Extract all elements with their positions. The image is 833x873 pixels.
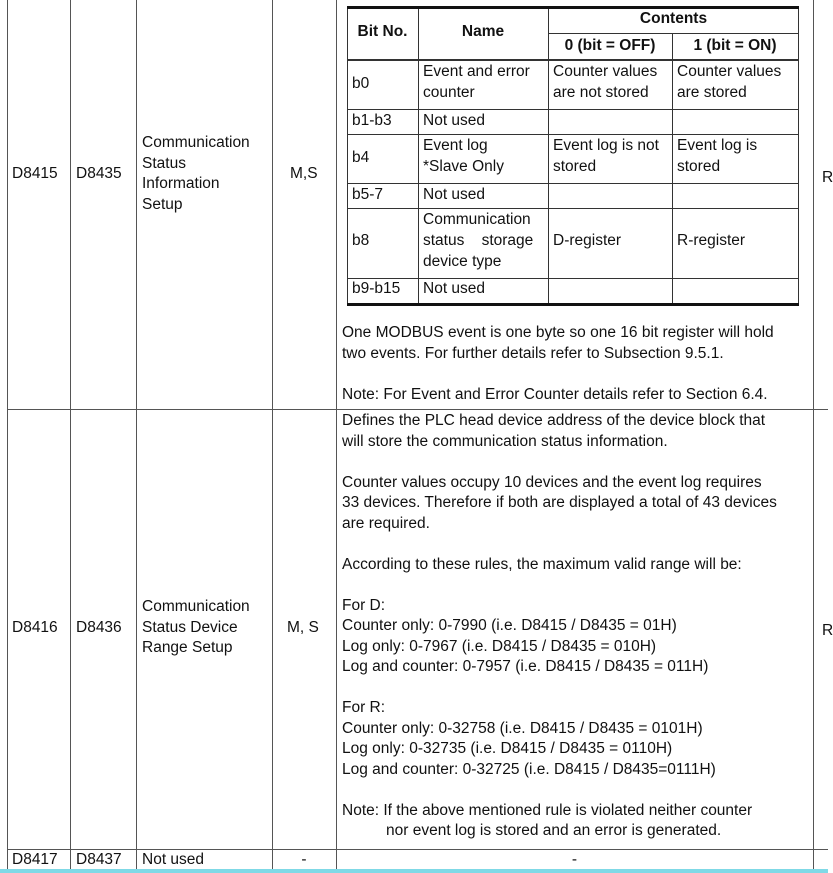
- desc-line: Counter values occupy 10 devices and the event log requires: [342, 473, 762, 491]
- row1-name-line: Setup: [142, 195, 183, 213]
- bit-table-off: D-register: [553, 232, 622, 249]
- grid-line: [136, 0, 137, 869]
- desc-line: [342, 534, 777, 555]
- row1-device-1: D8415: [12, 165, 58, 182]
- bit-table: [347, 6, 799, 306]
- bit-table-on: are stored: [677, 84, 747, 101]
- bit-table-name: device type: [423, 253, 502, 270]
- row2-name: [142, 597, 250, 659]
- note-line: [342, 364, 774, 385]
- row3-description: -: [571, 851, 578, 868]
- bit-table-name: counter: [423, 84, 475, 101]
- bit-table-name: *Slave Only: [423, 158, 504, 175]
- row3-name: Not used: [142, 851, 205, 868]
- bit-table-on: stored: [677, 158, 721, 175]
- row2-device-1: D8416: [12, 619, 58, 636]
- bit-table-on: Event log is: [677, 137, 758, 154]
- desc-line: 33 devices. Therefore if both are displayed a total of 43 devices: [342, 494, 777, 511]
- row1-name-line: Communication: [142, 134, 250, 151]
- desc-line: [342, 678, 777, 699]
- desc-line: Log and counter: 0-7957 (i.e. D8415 / D8435 = 011H): [342, 658, 709, 675]
- row2-device-2: D8436: [76, 619, 122, 636]
- bit-table-bit: b0: [352, 75, 370, 92]
- row2-name-line: Communication: [142, 598, 250, 615]
- row1-name: [142, 133, 250, 215]
- row1-attribute: M,S: [290, 165, 318, 182]
- bit-table-bit: b1-b3: [352, 112, 392, 129]
- bit-table-name: Not used: [423, 280, 486, 297]
- desc-line: Defines the PLC head device address of the device block that: [342, 412, 766, 429]
- desc-line: For D:: [342, 596, 386, 614]
- note-line: Note: For Event and Error Counter details refer to Section 6.4.: [342, 385, 768, 403]
- bit-table-off: Event log is not: [553, 137, 659, 154]
- desc-line: Log only: 0-32735 (i.e. D8415 / D8435 = 0110H): [342, 740, 673, 757]
- bit-table-bit: b8: [352, 232, 370, 249]
- row1-right-mark: R: [822, 169, 833, 186]
- row2-right-mark: R: [822, 622, 833, 639]
- desc-line: Note: If the above mentioned rule is violated neither counter: [342, 801, 753, 819]
- grid-line: [813, 0, 814, 869]
- bit-table-off: are not stored: [553, 84, 649, 101]
- grid-line: [336, 0, 337, 869]
- desc-line: According to these rules, the maximum valid range will be:: [342, 555, 742, 573]
- bit-table-header-name: Name: [461, 23, 505, 40]
- bit-table-header-on: 1 (bit = ON): [693, 37, 777, 54]
- bit-table-off: Counter values: [553, 63, 658, 80]
- grid-line: [272, 0, 273, 869]
- bit-table-name: Not used: [423, 186, 486, 203]
- bit-table-name: status storage: [423, 232, 534, 249]
- row2-name-line: Status Device: [142, 618, 238, 636]
- row3-attribute: -: [301, 851, 307, 868]
- desc-line: For R:: [342, 699, 386, 716]
- desc-line: [342, 780, 777, 801]
- grid-line: [7, 409, 828, 410]
- note-line: two events. For further details refer to Subsection 9.5.1.: [342, 344, 724, 362]
- bit-table-on: Counter values: [677, 63, 782, 80]
- row1-name-line: Information: [142, 175, 220, 192]
- row1-device-2: D8435: [76, 165, 122, 182]
- desc-line: nor event log is stored and an error is generated.: [386, 822, 722, 839]
- bit-table-header-bit-no: Bit No.: [357, 23, 408, 40]
- bit-table-bit: b5-7: [352, 186, 384, 203]
- page-bottom-border: [0, 869, 828, 873]
- desc-line: Log only: 0-7967 (i.e. D8415 / D8435 = 010H): [342, 637, 657, 655]
- bit-table-name: Communication: [423, 211, 531, 228]
- grid-line: [70, 0, 71, 869]
- desc-line: Log and counter: 0-32725 (i.e. D8415 / D8435=0111H): [342, 760, 716, 778]
- desc-line: are required.: [342, 514, 430, 532]
- bit-table-header-off: 0 (bit = OFF): [564, 37, 656, 54]
- bit-table-bit: b4: [352, 149, 370, 166]
- bit-table-on: R-register: [677, 232, 746, 249]
- row3-device-2: D8437: [76, 851, 122, 868]
- row1-name-line: Status: [142, 154, 186, 172]
- row2-description: [342, 411, 777, 842]
- bit-table-bit: b9-b15: [352, 280, 401, 297]
- bit-table-name: Event log: [423, 137, 488, 154]
- desc-line: Counter only: 0-7990 (i.e. D8415 / D8435 = 01H): [342, 617, 677, 634]
- bit-table-off: stored: [553, 158, 597, 175]
- row2-attribute: M, S: [287, 619, 319, 636]
- row2-name-line: Range Setup: [142, 639, 233, 656]
- note-line: One MODBUS event is one byte so one 16 bit register will hold: [342, 324, 774, 341]
- desc-line: [342, 575, 777, 596]
- bit-table-name: Not used: [423, 112, 486, 129]
- bit-table-name: Event and error: [423, 63, 530, 80]
- desc-line: [342, 452, 777, 473]
- desc-line: Counter only: 0-32758 (i.e. D8415 / D8435 = 0101H): [342, 719, 703, 737]
- row1-notes: [342, 323, 774, 405]
- row3-device-1: D8417: [12, 851, 58, 868]
- grid-line: [7, 0, 8, 869]
- desc-line: will store the communication status information.: [342, 432, 668, 450]
- bit-table-header-contents: Contents: [639, 10, 708, 27]
